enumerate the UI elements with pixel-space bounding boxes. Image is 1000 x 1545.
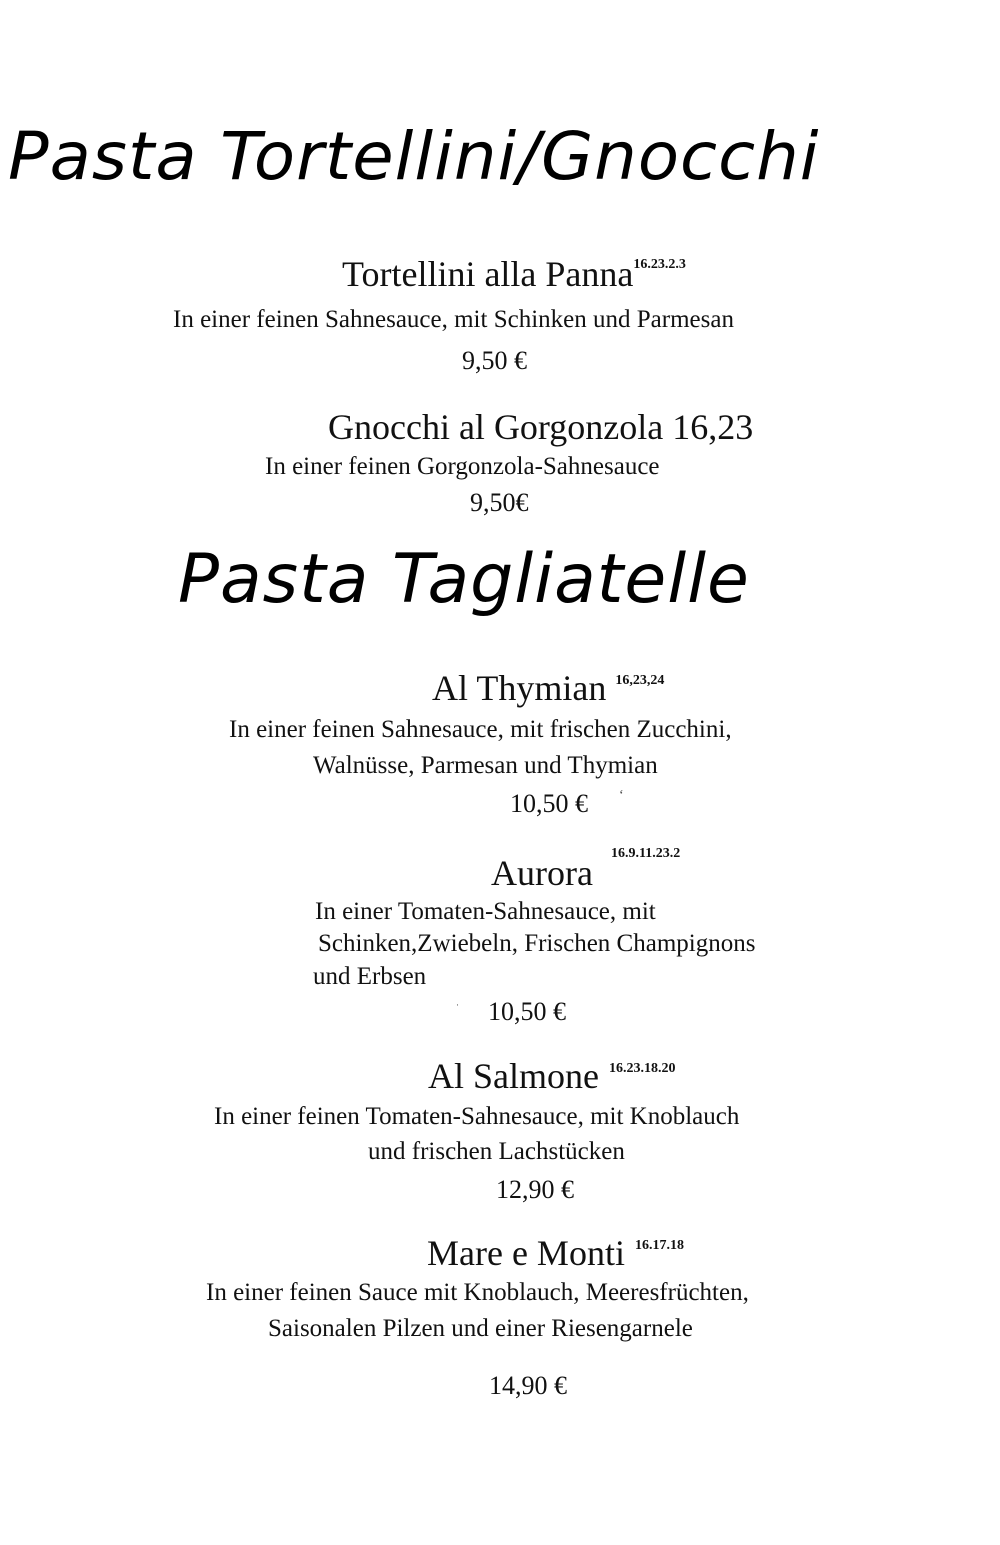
menu-item-name <box>427 1232 684 1274</box>
dish-description: Schinken,Zwiebeln, Frischen Champignons <box>318 930 756 957</box>
dish-name: Al Salmone <box>428 1056 599 1096</box>
dish-description: In einer Tomaten-Sahnesauce, mit <box>315 898 656 925</box>
dish-price: 10,50 € <box>488 997 566 1026</box>
section-title-tortellini-gnocchi: Pasta Tortellini/Gnocchi <box>8 118 820 195</box>
dish-price: 9,50 € <box>462 346 527 375</box>
dish-description: In einer feinen Tomaten-Sahnesauce, mit Knoblauch <box>214 1103 740 1130</box>
dish-description: In einer feinen Sauce mit Knoblauch, Meeresfrüchten, <box>206 1279 749 1306</box>
allergen-codes: 16.23.18.20 <box>608 1061 676 1076</box>
decorative-mark: · <box>456 1000 459 1010</box>
allergen-codes: 16.9.11.23.2 <box>611 846 681 861</box>
dish-description: und frischen Lachstücken <box>368 1138 625 1165</box>
dish-name: Al Thymian <box>432 668 607 708</box>
decorative-mark: ‘ <box>619 788 624 803</box>
dish-description: In einer feinen Sahnesauce, mit frischen Zucchini, <box>229 716 732 743</box>
dish-price: 14,90 € <box>489 1371 567 1400</box>
dish-description: In einer feinen Sahnesauce, mit Schinken und Parmesan <box>173 306 734 333</box>
allergen-codes: 16,23,24 <box>615 673 665 688</box>
dish-name: Gnocchi al Gorgonzola 16,23 <box>328 407 754 447</box>
dish-description: und Erbsen <box>313 963 427 990</box>
dish-name: Tortellini alla Panna <box>342 254 634 294</box>
dish-price: 10,50 € <box>510 789 588 818</box>
dish-description: Saisonalen Pilzen und einer Riesengarnele <box>268 1315 693 1342</box>
menu-item-name <box>432 667 664 709</box>
dish-description: In einer feinen Gorgonzola-Sahnesauce <box>265 453 660 480</box>
dish-name: Aurora <box>491 853 593 893</box>
section-title-tagliatelle: Pasta Tagliatelle <box>178 540 750 619</box>
dish-description: Walnüsse, Parmesan und Thymian <box>313 752 658 779</box>
dish-price: 12,90 € <box>496 1175 574 1204</box>
allergen-codes: 16.17.18 <box>634 1238 684 1253</box>
menu-item-name <box>428 1055 675 1097</box>
dish-name: Mare e Monti <box>427 1233 625 1273</box>
allergen-codes: 16.23.2.3 <box>633 257 686 272</box>
dish-price: 9,50€ <box>470 488 529 517</box>
menu-item-name <box>342 253 686 295</box>
